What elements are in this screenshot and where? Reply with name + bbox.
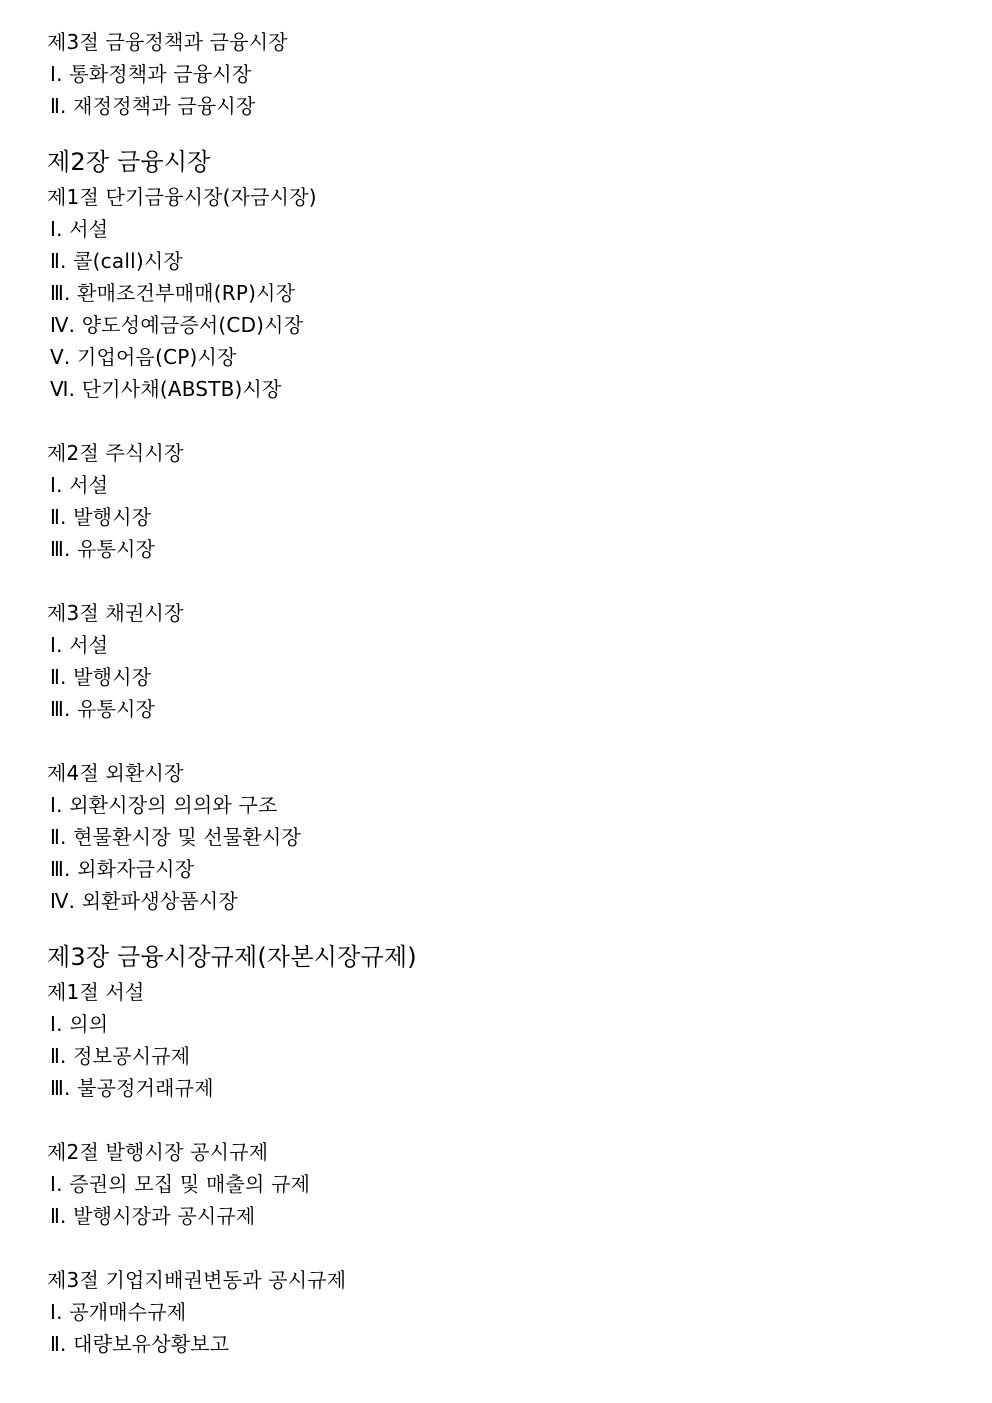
spacer: [47, 917, 947, 939]
section-heading: 제2절 발행시장 공시규제: [47, 1140, 269, 1164]
list-item: Ⅱ. 현물환시장 및 선물환시장: [50, 825, 301, 849]
section-heading: 제3절 금융정책과 금융시장: [47, 30, 288, 54]
list-item: Ⅰ. 공개매수규제: [50, 1300, 187, 1324]
list-item: Ⅰ. 서설: [50, 633, 109, 657]
list-item: Ⅳ. 양도성예금증서(CD)시장: [50, 313, 304, 337]
section-heading: 제2절 주식시장: [47, 441, 184, 465]
spacer: [47, 122, 947, 144]
list-item: Ⅲ. 외화자금시장: [50, 857, 195, 881]
list-item: Ⅰ. 서설: [50, 217, 109, 241]
list-item: Ⅲ. 유통시장: [50, 697, 156, 721]
spacer: [47, 565, 947, 597]
section-heading: 제1절 단기금융시장(자금시장): [47, 185, 317, 209]
section-heading: 제3절 기업지배권변동과 공시규제: [47, 1268, 347, 1292]
list-item: Ⅴ. 기업어음(CP)시장: [50, 345, 237, 369]
spacer: [47, 1104, 947, 1136]
list-item: Ⅵ. 단기사채(ABSTB)시장: [50, 377, 282, 401]
list-item: Ⅱ. 정보공시규제: [50, 1044, 191, 1068]
list-item: Ⅱ. 발행시장: [50, 505, 152, 529]
list-item: Ⅰ. 외환시장의 의의와 구조: [50, 793, 278, 817]
section-heading: 제3절 채권시장: [47, 601, 184, 625]
list-item: Ⅰ. 증권의 모집 및 매출의 규제: [50, 1172, 311, 1196]
list-item: Ⅱ. 발행시장과 공시규제: [50, 1204, 256, 1228]
list-item: Ⅲ. 불공정거래규제: [50, 1076, 214, 1100]
list-item: Ⅰ. 통화정책과 금융시장: [50, 62, 252, 86]
list-item: Ⅲ. 환매조건부매매(RP)시장: [50, 281, 296, 305]
section-heading: 제4절 외환시장: [47, 761, 184, 785]
section-heading: 제1절 서설: [47, 980, 145, 1004]
list-item: Ⅰ. 서설: [50, 473, 109, 497]
list-item: Ⅲ. 유통시장: [50, 537, 156, 561]
chapter-heading: 제3장 금융시장규제(자본시장규제): [47, 943, 417, 971]
spacer: [47, 1232, 947, 1264]
list-item: Ⅰ. 의의: [50, 1012, 109, 1036]
spacer: [47, 725, 947, 757]
list-item: Ⅱ. 발행시장: [50, 665, 152, 689]
chapter-heading: 제2장 금융시장: [47, 148, 211, 176]
list-item: Ⅱ. 콜(call)시장: [50, 249, 183, 273]
table-of-contents: [47, 26, 947, 1360]
list-item: Ⅱ. 재정정책과 금융시장: [50, 94, 256, 118]
spacer: [47, 405, 947, 437]
list-item: Ⅱ. 대량보유상황보고: [50, 1332, 230, 1356]
list-item: Ⅳ. 외환파생상품시장: [50, 889, 238, 913]
